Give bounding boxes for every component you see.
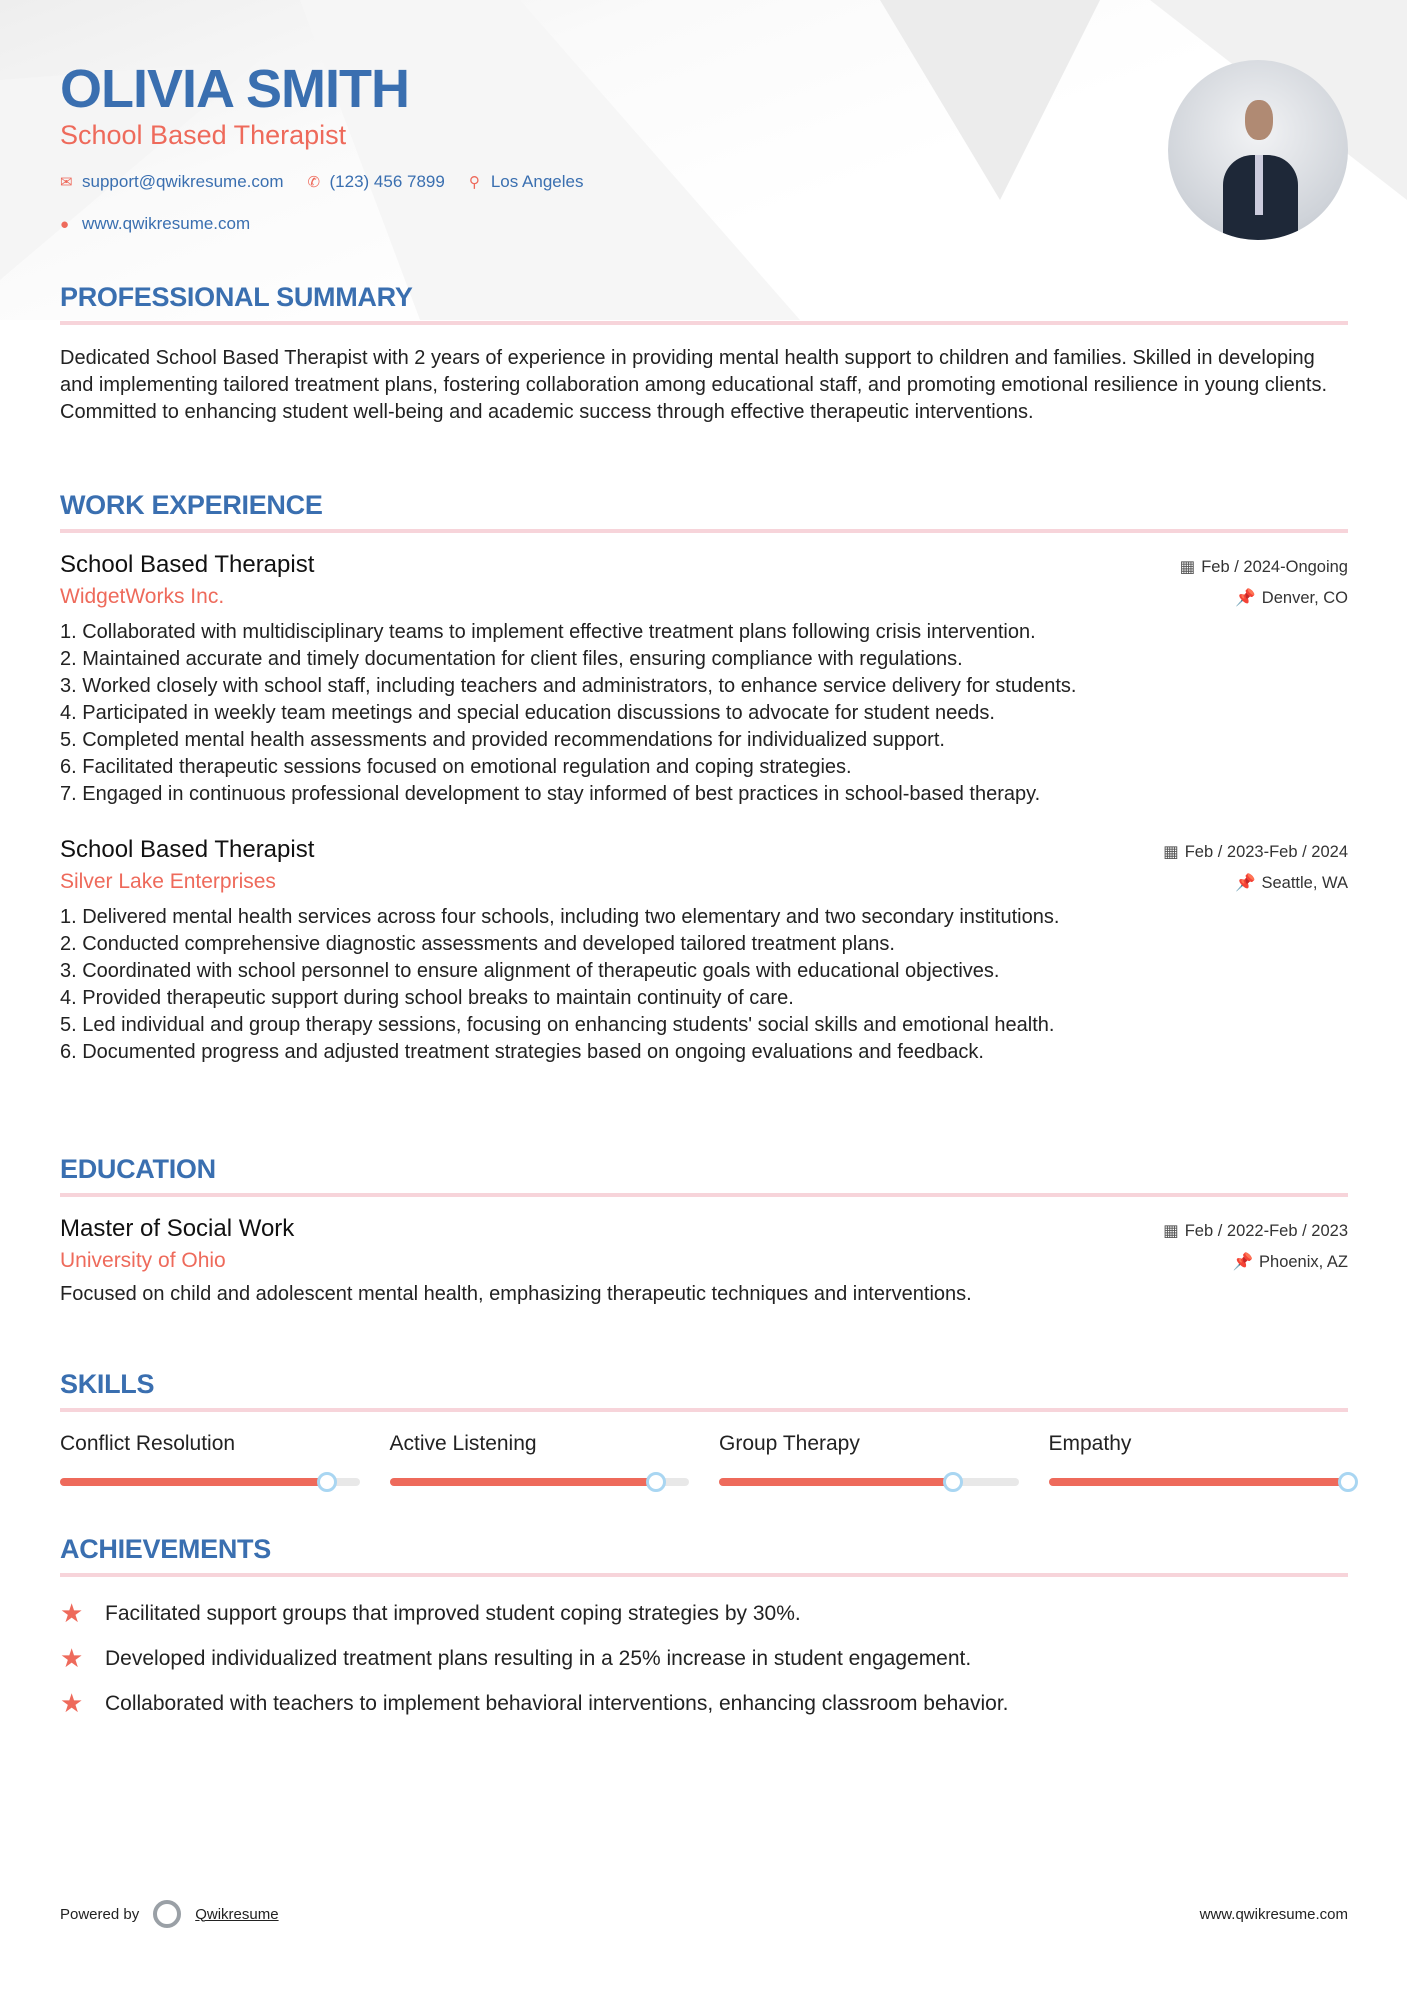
skill-name: Empathy <box>1048 1432 1132 1455</box>
achievement-text: Collaborated with teachers to implement behavioral interventions, enhancing classroom behavior. <box>105 1691 1009 1715</box>
skill-bar-fill <box>719 1478 953 1486</box>
job-bullet: 1. Delivered mental health services across four schools, including two elementary and two secondary institutions. <box>60 906 1060 928</box>
achievements-section <box>60 1534 1348 1726</box>
section-heading: ACHIEVEMENTS <box>60 1534 271 1564</box>
job-bullet: 5. Led individual and group therapy sessions, focusing on enhancing students' social skills and emotional health. <box>60 1014 1055 1036</box>
divider <box>60 529 1348 533</box>
company-name: Silver Lake Enterprises <box>60 870 276 893</box>
contact-row <box>60 172 597 192</box>
achievement-item <box>60 1591 1348 1636</box>
candidate-name: OLIVIA SMITH <box>60 59 409 119</box>
skill-bar-fill <box>60 1478 327 1486</box>
skill-item <box>390 1432 690 1486</box>
star-icon: ★ <box>60 1688 84 1718</box>
skill-bar-knob <box>943 1472 963 1492</box>
skill-bar <box>1049 1478 1349 1486</box>
footer <box>60 1900 1348 1928</box>
education-text: Focused on child and adolescent mental health, emphasizing therapeutic techniques and interventions. <box>60 1283 972 1305</box>
qwikresume-logo-icon <box>153 1900 181 1928</box>
brand-link[interactable]: Qwikresume <box>195 1905 279 1923</box>
pin-icon: 📌 <box>1232 1253 1254 1271</box>
footer-url[interactable]: www.qwikresume.com <box>1199 1905 1348 1923</box>
job-bullet: 2. Conducted comprehensive diagnostic assessments and developed tailored treatment plans. <box>60 933 895 955</box>
website-link[interactable]: www.qwikresume.com <box>82 214 251 233</box>
job-bullet: 5. Completed mental health assessments and provided recommendations for individualized support. <box>60 729 945 751</box>
job-dates: Feb / 2024-Ongoing <box>1201 558 1348 576</box>
powered-by-label: Powered by <box>60 1905 140 1923</box>
pin-icon: 📌 <box>1234 874 1256 892</box>
degree: Master of Social Work <box>60 1215 295 1242</box>
skill-name: Active Listening <box>389 1432 537 1455</box>
job-title: School Based Therapist <box>60 836 315 863</box>
divider <box>60 1408 1348 1412</box>
location-text: Los Angeles <box>490 172 584 191</box>
skill-bar-knob <box>646 1472 666 1492</box>
job-bullet: 6. Documented progress and adjusted treatment strategies based on ongoing evaluations and feedback. <box>60 1041 984 1063</box>
website-row <box>60 214 264 234</box>
education-section <box>60 1154 1348 1308</box>
skill-name: Conflict Resolution <box>60 1432 236 1455</box>
job-location: Seattle, WA <box>1261 874 1348 892</box>
job-bullet: 3. Worked closely with school staff, including teachers and administrators, to enhance service delivery for students. <box>60 675 1077 697</box>
email-link[interactable]: support@qwikresume.com <box>82 172 284 191</box>
profile-photo <box>1168 60 1348 240</box>
job-entry <box>60 551 1348 808</box>
achievement-item <box>60 1681 1348 1726</box>
achievement-item <box>60 1636 1348 1681</box>
skill-item <box>60 1432 360 1486</box>
job-title: School Based Therapist <box>60 551 315 578</box>
job-bullet: 3. Coordinated with school personnel to ensure alignment of therapeutic goals with educational objectives. <box>60 960 1000 982</box>
phone-icon: ✆ <box>307 174 321 191</box>
calendar-icon: ▦ <box>1163 843 1179 861</box>
globe-icon: ● <box>60 215 70 233</box>
star-icon: ★ <box>60 1643 84 1673</box>
job-location: Denver, CO <box>1261 589 1348 607</box>
skill-bar-fill <box>1049 1478 1349 1486</box>
skill-bar-knob <box>317 1472 337 1492</box>
candidate-title: School Based Therapist <box>60 120 347 150</box>
map-pin-icon: ⚲ <box>468 174 480 191</box>
star-icon: ★ <box>60 1598 84 1628</box>
job-bullet: 4. Provided therapeutic support during school breaks to maintain continuity of care. <box>60 987 794 1009</box>
pin-icon: 📌 <box>1235 589 1256 607</box>
company-name: WidgetWorks Inc. <box>60 585 225 608</box>
education-dates: Feb / 2022-Feb / 2023 <box>1184 1222 1348 1240</box>
job-bullet: 2. Maintained accurate and timely documentation for client files, ensuring compliance with regulations. <box>60 648 963 670</box>
envelope-icon: ✉ <box>60 174 73 191</box>
skill-name: Group Therapy <box>719 1432 860 1455</box>
skills-section <box>60 1369 1348 1486</box>
summary-text: Dedicated School Based Therapist with 2 years of experience in providing mental health support to children and families. Skilled in developing and implementing tailored treatment plans, fostering collaboration among educational staff, and promoting emotional resilience in young clients. Committed to enhancing student well-being and academic success through effective therapeutic interventions. <box>60 347 1328 423</box>
divider <box>60 1193 1348 1197</box>
section-heading: EDUCATION <box>60 1154 216 1184</box>
job-entry <box>60 836 1348 1066</box>
phone-text: (123) 456 7899 <box>329 172 445 191</box>
section-heading: PROFESSIONAL SUMMARY <box>60 282 413 312</box>
skill-bar-knob <box>1338 1472 1358 1492</box>
section-heading: WORK EXPERIENCE <box>60 490 323 520</box>
summary-section <box>60 282 1348 426</box>
calendar-icon: ▦ <box>1163 1222 1179 1240</box>
skill-bar-fill <box>390 1478 657 1486</box>
experience-section <box>60 490 1348 1066</box>
achievement-text: Developed individualized treatment plans resulting in a 25% increase in student engagement. <box>105 1646 972 1670</box>
education-location: Phoenix, AZ <box>1259 1253 1348 1271</box>
school: University of Ohio <box>60 1249 226 1272</box>
calendar-icon: ▦ <box>1179 558 1196 576</box>
job-dates: Feb / 2023-Feb / 2024 <box>1184 843 1348 861</box>
job-bullet: 6. Facilitated therapeutic sessions focused on emotional regulation and coping strategies. <box>60 756 852 778</box>
job-bullet: 4. Participated in weekly team meetings and special education discussions to advocate for student needs. <box>60 702 995 724</box>
job-bullet: 7. Engaged in continuous professional development to stay informed of best practices in school-based therapy. <box>60 783 1041 805</box>
skill-bar <box>390 1478 690 1486</box>
skill-bar <box>719 1478 1019 1486</box>
section-heading: SKILLS <box>60 1369 155 1399</box>
skill-item <box>1049 1432 1349 1486</box>
job-bullet: 1. Collaborated with multidisciplinary teams to implement effective treatment plans following crisis intervention. <box>60 621 1036 643</box>
divider <box>60 321 1348 325</box>
divider <box>60 1573 1348 1577</box>
skill-bar <box>60 1478 360 1486</box>
achievement-text: Facilitated support groups that improved student coping strategies by 30%. <box>105 1601 801 1625</box>
skill-item <box>719 1432 1019 1486</box>
